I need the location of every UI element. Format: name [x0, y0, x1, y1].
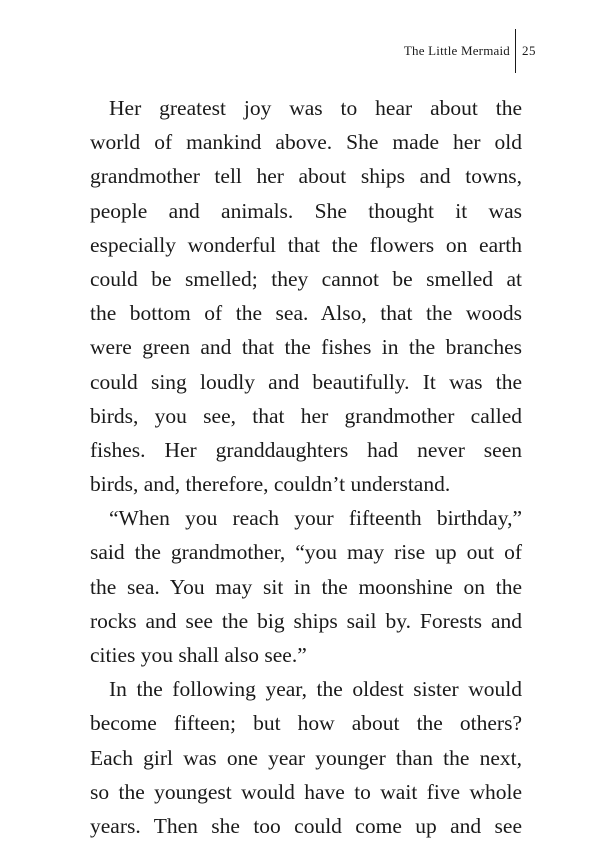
text-line: grandmother tell her about ships and towns, [90, 164, 522, 189]
text-line: In the following year, the oldest sister would [109, 677, 522, 702]
text-line: Her greatest joy was to hear about the [109, 96, 522, 120]
text-line: cities you shall also see.” [90, 643, 307, 667]
text-line: “When you reach your fifteenth birthday,” [109, 506, 522, 531]
text-line: were green and that the fishes in the branches [90, 335, 522, 360]
text-line: the bottom of the sea. Also, that the woods [90, 301, 522, 326]
page-number: 25 [522, 43, 536, 58]
text-line: people and animals. She thought it was [90, 198, 522, 223]
text-line: the sea. You may sit in the moonshine on the [90, 574, 522, 599]
text-line: could sing loudly and beautifully. It was the [90, 369, 522, 394]
text-line: Each girl was one year younger than the next, [90, 745, 522, 770]
text-line: especially wonderful that the flowers on earth [90, 232, 522, 257]
text-line: birds, and, therefore, couldn’t understand. [90, 472, 451, 497]
text-line: so the youngest would have to wait five whole [90, 779, 522, 804]
text-line: years. Then she too could come up and see [90, 813, 522, 838]
text-line: said the grandmother, “you may rise up out of [90, 540, 522, 565]
text-line: fishes. Her granddaughters had never seen [90, 437, 522, 462]
text-line: could be smelled; they cannot be smelled at [90, 266, 522, 291]
running-header [0, 29, 597, 73]
text-line: world of mankind above. She made her old [90, 130, 522, 155]
text-line: rocks and see the big ships sail by. Forests and [90, 608, 522, 633]
header-divider [515, 29, 516, 73]
book-title: The Little Mermaid [403, 43, 510, 58]
text-line: become fifteen; but how about the others? [90, 711, 522, 736]
body-text [90, 91, 522, 843]
text-line: birds, you see, that her grandmother called [90, 403, 522, 428]
